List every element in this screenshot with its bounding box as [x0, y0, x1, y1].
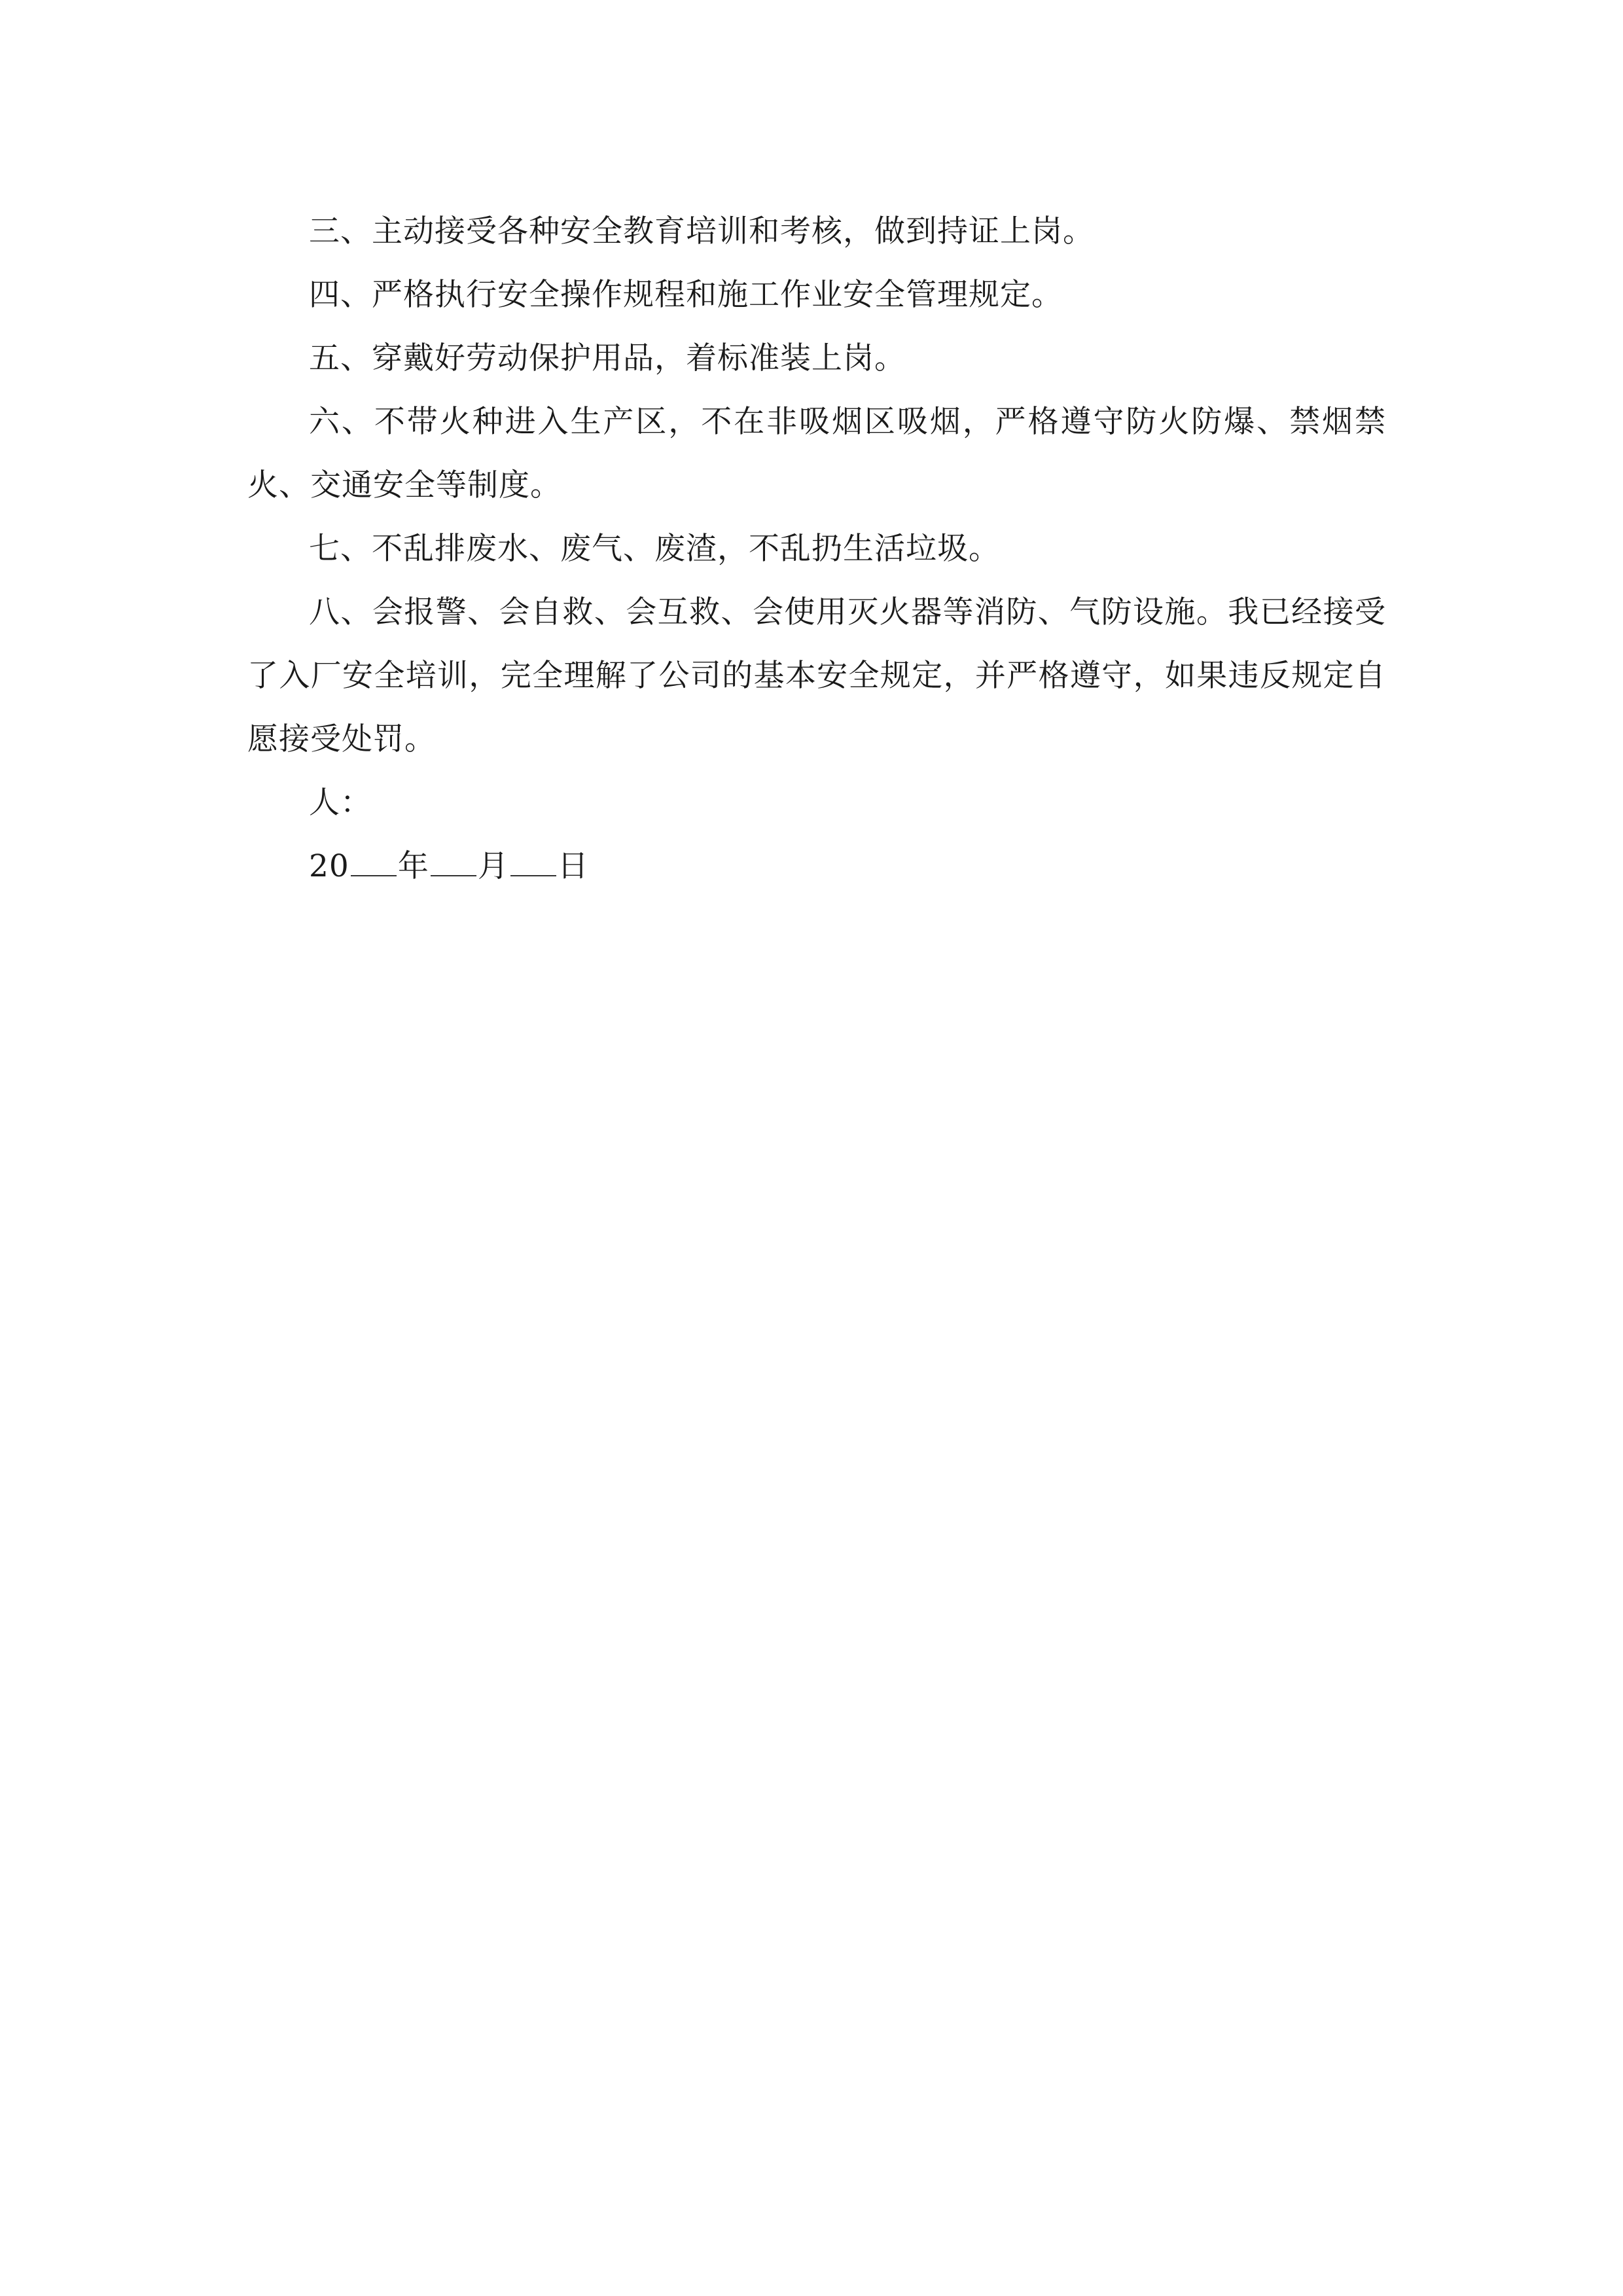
year-blank: [351, 849, 397, 876]
clause-five: 五、穿戴好劳动保护用品，着标准装上岗。: [309, 340, 906, 376]
clause-four: 四、严格执行安全操作规程和施工作业安全管理规定。: [309, 277, 1063, 313]
month-label: 月: [477, 848, 509, 884]
clause-eight: 八、会报警、会自救、会互救、会使用灭火器等消防、气防设施。我已经接受了入厂安全培训，完全理解了公司的基本安全规定，并严格遵守，如果违反规定自愿接受处罚。: [247, 594, 1386, 757]
clause-six: 六、不带火种进入生产区，不在非吸烟区吸烟，严格遵守防火防爆、禁烟禁火、交通安全等制度。: [247, 404, 1386, 503]
clause-seven: 七、不乱排废水、废气、废渣，不乱扔生活垃圾。: [309, 531, 1000, 567]
document-body: [247, 200, 1386, 898]
date-line: [247, 834, 1386, 898]
year-label: 年: [397, 848, 429, 884]
month-blank: [431, 849, 476, 876]
day-blank: [510, 849, 556, 876]
clause-three: 三、主动接受各种安全教育培训和考核，做到持证上岗。: [309, 213, 1094, 249]
date-prefix: 20: [309, 848, 349, 884]
day-label: 日: [557, 848, 589, 884]
signature-label: 人：: [309, 785, 372, 821]
